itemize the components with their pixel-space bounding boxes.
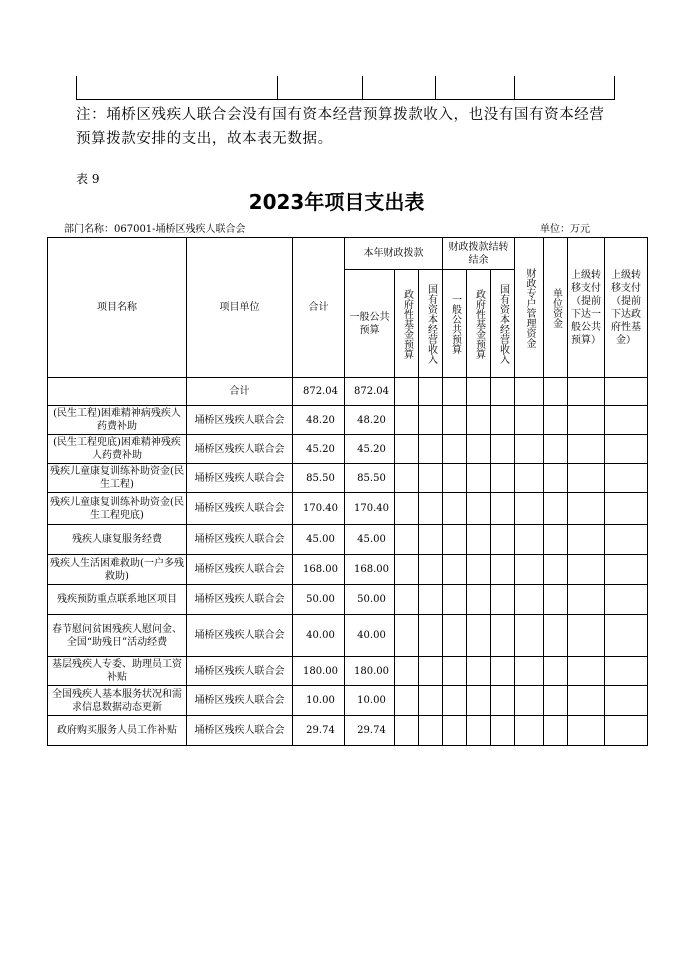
header-carry-state-capital: 国有资本经营收入 (491, 270, 515, 378)
row-project-unit: 埇桥区残疾人联合会 (187, 716, 293, 746)
previous-table-tail (76, 76, 615, 100)
row-general: 170.40 (345, 493, 395, 525)
header-state-capital: 国有资本经营收入 (419, 270, 443, 378)
department-name: 部门名称：067001-埇桥区残疾人联合会 (64, 224, 246, 235)
row-project-name: 残疾儿童康复训练补助资金(民生工程) (48, 464, 187, 493)
row-total: 29.74 (293, 716, 345, 746)
row-total: 45.20 (293, 435, 345, 464)
header-total: 合计 (293, 238, 345, 378)
row-general: 168.00 (345, 555, 395, 585)
row-project-unit: 埇桥区残疾人联合会 (187, 406, 293, 435)
table-row (48, 406, 648, 435)
table-row (48, 493, 648, 525)
row-general: 45.20 (345, 435, 395, 464)
table-row (48, 525, 648, 555)
row-project-name: 政府购买服务人员工作补贴 (48, 716, 187, 746)
header-current-allocation: 本年财政拨款 (345, 238, 443, 270)
total-row-label: 合计 (187, 378, 293, 406)
row-total: 48.20 (293, 406, 345, 435)
table-row (48, 555, 648, 585)
header-carry-general: 一般公共预算 (443, 270, 467, 378)
header-special-account: 财政专户管理资金 (515, 238, 544, 378)
page-title: 2023年项目支出表 (248, 190, 425, 214)
header-project-unit: 项目单位 (187, 238, 293, 378)
row-project-name: 春节慰问贫困残疾人慰问金、全国“助残日”活动经费 (48, 615, 187, 657)
header-carryover: 财政拨款结转结余 (443, 238, 515, 270)
header-transfer-general: 上级转移支付（提前下达一般公共预算） (568, 238, 605, 378)
row-project-unit: 埇桥区残疾人联合会 (187, 555, 293, 585)
row-total: 10.00 (293, 686, 345, 716)
row-general: 50.00 (345, 585, 395, 615)
row-project-name: (民生工程)困难精神病残疾人药费补助 (48, 406, 187, 435)
row-project-unit: 埇桥区残疾人联合会 (187, 686, 293, 716)
table-row (48, 464, 648, 493)
row-general: 10.00 (345, 686, 395, 716)
header-gov-fund: 政府性基金预算 (395, 270, 419, 378)
row-general: 85.50 (345, 464, 395, 493)
unit-label: 单位：万元 (540, 224, 590, 235)
row-project-unit: 埇桥区残疾人联合会 (187, 585, 293, 615)
row-project-unit: 埇桥区残疾人联合会 (187, 525, 293, 555)
total-row-general: 872.04 (345, 378, 395, 406)
table-row (48, 657, 648, 686)
total-row-total: 872.04 (293, 378, 345, 406)
note-text: 注：埇桥区残疾人联合会没有国有资本经营预算拨款收入，也没有国有资本经营预算拨款安排的支出，故本表无数据。 (76, 107, 605, 147)
total-row-name (48, 378, 187, 406)
table-row (48, 686, 648, 716)
row-project-unit: 埇桥区残疾人联合会 (187, 464, 293, 493)
row-general: 180.00 (345, 657, 395, 686)
row-total: 40.00 (293, 615, 345, 657)
row-project-unit: 埇桥区残疾人联合会 (187, 657, 293, 686)
header-carry-gov-fund: 政府性基金预算 (467, 270, 491, 378)
row-project-name: (民生工程兜底)困难精神残疾人药费补助 (48, 435, 187, 464)
project-expenditure-table (47, 237, 648, 746)
row-general: 45.00 (345, 525, 395, 555)
row-general: 40.00 (345, 615, 395, 657)
row-project-unit: 埇桥区残疾人联合会 (187, 615, 293, 657)
row-total: 50.00 (293, 585, 345, 615)
row-project-name: 基层残疾人专委、助理员工资补贴 (48, 657, 187, 686)
header-project-name: 项目名称 (48, 238, 187, 378)
row-total: 180.00 (293, 657, 345, 686)
row-project-name: 全国残疾人基本服务状况和需求信息数据动态更新 (48, 686, 187, 716)
row-general: 29.74 (345, 716, 395, 746)
row-project-unit: 埇桥区残疾人联合会 (187, 435, 293, 464)
row-project-name: 残疾人康复服务经费 (48, 525, 187, 555)
header-unit-funds: 单位资金 (544, 238, 568, 378)
row-project-name: 残疾预防重点联系地区项目 (48, 585, 187, 615)
total-row (48, 378, 648, 406)
row-project-name: 残疾人生活困难救助(一户多残救助) (48, 555, 187, 585)
row-total: 85.50 (293, 464, 345, 493)
table-row (48, 435, 648, 464)
header-transfer-gov-fund: 上级转移支付（提前下达政府性基金） (605, 238, 648, 378)
row-total: 45.00 (293, 525, 345, 555)
table-label: 表 9 (76, 172, 100, 186)
table-row (48, 716, 648, 746)
header-general-budget: 一般公共预算 (345, 270, 395, 378)
row-general: 48.20 (345, 406, 395, 435)
row-total: 170.40 (293, 493, 345, 525)
table-row (48, 615, 648, 657)
header-row-1 (48, 238, 648, 270)
row-project-name: 残疾儿童康复训练补助资金(民生工程兜底) (48, 493, 187, 525)
row-project-unit: 埇桥区残疾人联合会 (187, 493, 293, 525)
table-row (48, 585, 648, 615)
row-total: 168.00 (293, 555, 345, 585)
